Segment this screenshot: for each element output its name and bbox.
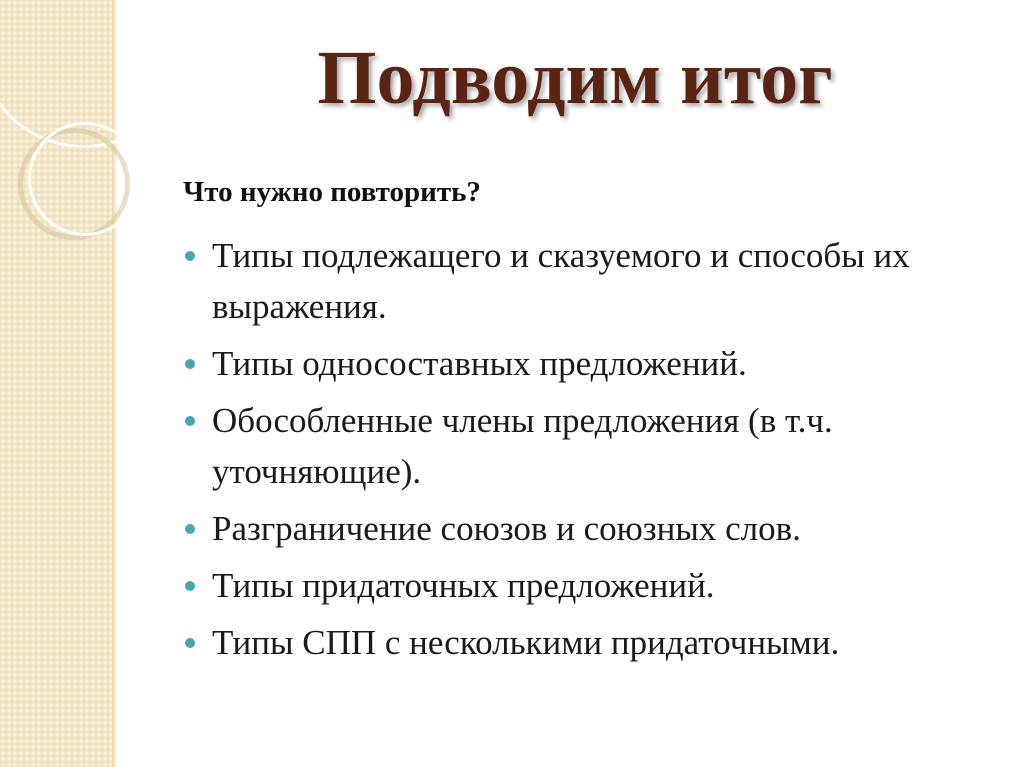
decorative-ring-small [28, 122, 142, 236]
bullet-item [183, 560, 1003, 611]
bullet-dot-icon [185, 524, 195, 534]
bullet-item [183, 338, 1003, 389]
bullet-item [183, 617, 1003, 668]
bullet-text: Типы односоставных предложений. [212, 344, 747, 383]
bullet-item [183, 230, 1003, 332]
bullet-text: Типы придаточных предложений. [212, 566, 715, 605]
bullet-text: Разграничение союзов и союзных слов. [212, 509, 801, 548]
bullet-item [183, 395, 1003, 497]
bullet-dot-icon [185, 638, 195, 648]
slide-subtitle: Что нужно повторить? [183, 176, 481, 208]
bullet-text: Типы СПП с несколькими придаточными. [212, 623, 840, 662]
bullet-dot-icon [185, 359, 195, 369]
bullet-text: Типы подлежащего и сказуемого и способы их выражения. [212, 236, 910, 326]
bullet-item [183, 503, 1003, 554]
bullet-text: Обособленные члены предложения (в т.ч. уточняющие). [212, 401, 833, 491]
slide-title: Подводим итог [317, 36, 833, 120]
bullet-dot-icon [185, 416, 195, 426]
bullet-dot-icon [185, 581, 195, 591]
bullet-list [183, 230, 1003, 674]
bullet-dot-icon [185, 251, 195, 261]
